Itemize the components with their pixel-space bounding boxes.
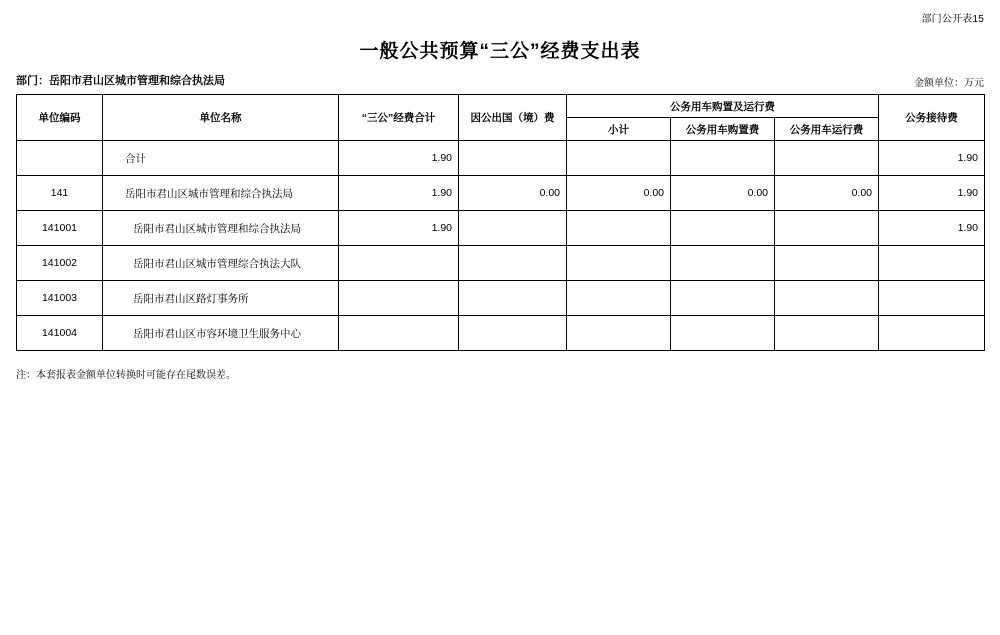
cell-unit-name: 岳阳市君山区路灯事务所	[103, 281, 339, 316]
cell-unit-code: 141003	[17, 281, 103, 316]
cell-vehicle-purchase	[671, 316, 775, 351]
cell-total: 1.90	[339, 176, 459, 211]
cell-vehicle-operation	[775, 316, 879, 351]
cell-total: 1.90	[339, 211, 459, 246]
cell-abroad	[459, 211, 567, 246]
col-abroad: 因公出国（境）费	[459, 95, 567, 141]
table-row	[17, 281, 985, 316]
cell-unit-name: 合计	[103, 141, 339, 176]
table-header-row-1	[17, 95, 985, 118]
col-vehicle-group: 公务用车购置及运行费	[567, 95, 879, 118]
col-total: “三公”经费合计	[339, 95, 459, 141]
cell-vehicle-subtotal	[567, 141, 671, 176]
col-vehicle-operation: 公务用车运行费	[775, 118, 879, 141]
table-row	[17, 316, 985, 351]
cell-vehicle-purchase	[671, 281, 775, 316]
col-unit-name: 单位名称	[103, 95, 339, 141]
cell-vehicle-purchase	[671, 246, 775, 281]
cell-vehicle-operation	[775, 246, 879, 281]
cell-unit-name: 岳阳市君山区城市管理和综合执法局	[103, 176, 339, 211]
cell-vehicle-subtotal	[567, 281, 671, 316]
cell-unit-code: 141	[17, 176, 103, 211]
meta-row	[16, 72, 984, 88]
cell-reception: 1.90	[879, 141, 985, 176]
cell-vehicle-operation	[775, 281, 879, 316]
col-reception: 公务接待费	[879, 95, 985, 141]
cell-vehicle-purchase: 0.00	[671, 176, 775, 211]
cell-abroad	[459, 281, 567, 316]
cell-reception: 1.90	[879, 176, 985, 211]
table-header	[17, 95, 985, 141]
cell-vehicle-purchase	[671, 141, 775, 176]
cell-abroad	[459, 316, 567, 351]
cell-vehicle-purchase	[671, 211, 775, 246]
cell-abroad: 0.00	[459, 176, 567, 211]
col-unit-code: 单位编码	[17, 95, 103, 141]
cell-unit-code: 141001	[17, 211, 103, 246]
cell-vehicle-subtotal	[567, 211, 671, 246]
cell-unit-name: 岳阳市君山区城市管理和综合执法局	[103, 211, 339, 246]
cell-unit-name: 岳阳市君山区市容环境卫生服务中心	[103, 316, 339, 351]
table-row	[17, 211, 985, 246]
col-vehicle-subtotal: 小计	[567, 118, 671, 141]
cell-total	[339, 246, 459, 281]
table-note: 注：本套报表金额单位转换时可能存在尾数误差。	[16, 370, 236, 381]
cell-vehicle-subtotal	[567, 246, 671, 281]
cell-unit-code: 141004	[17, 316, 103, 351]
col-vehicle-purchase: 公务用车购置费	[671, 118, 775, 141]
cell-unit-code	[17, 141, 103, 176]
cell-abroad	[459, 141, 567, 176]
cell-unit-name: 岳阳市君山区城市管理综合执法大队	[103, 246, 339, 281]
budget-table	[16, 94, 985, 351]
cell-vehicle-operation	[775, 211, 879, 246]
cell-abroad	[459, 246, 567, 281]
cell-total	[339, 316, 459, 351]
cell-unit-code: 141002	[17, 246, 103, 281]
form-code: 部门公开表15	[921, 14, 984, 25]
department-label: 部门：岳阳市君山区城市管理和综合执法局	[16, 75, 225, 87]
cell-reception: 1.90	[879, 211, 985, 246]
page-title: 一般公共预算“三公”经费支出表	[359, 41, 641, 62]
cell-reception	[879, 246, 985, 281]
cell-vehicle-subtotal	[567, 316, 671, 351]
table-row	[17, 246, 985, 281]
cell-reception	[879, 316, 985, 351]
cell-vehicle-operation: 0.00	[775, 176, 879, 211]
cell-vehicle-subtotal: 0.00	[567, 176, 671, 211]
cell-total	[339, 281, 459, 316]
table-body	[17, 141, 985, 351]
table-row	[17, 141, 985, 176]
cell-total: 1.90	[339, 141, 459, 176]
cell-reception	[879, 281, 985, 316]
amount-unit-label: 金额单位：万元	[914, 78, 984, 89]
table-row	[17, 176, 985, 211]
cell-vehicle-operation	[775, 141, 879, 176]
